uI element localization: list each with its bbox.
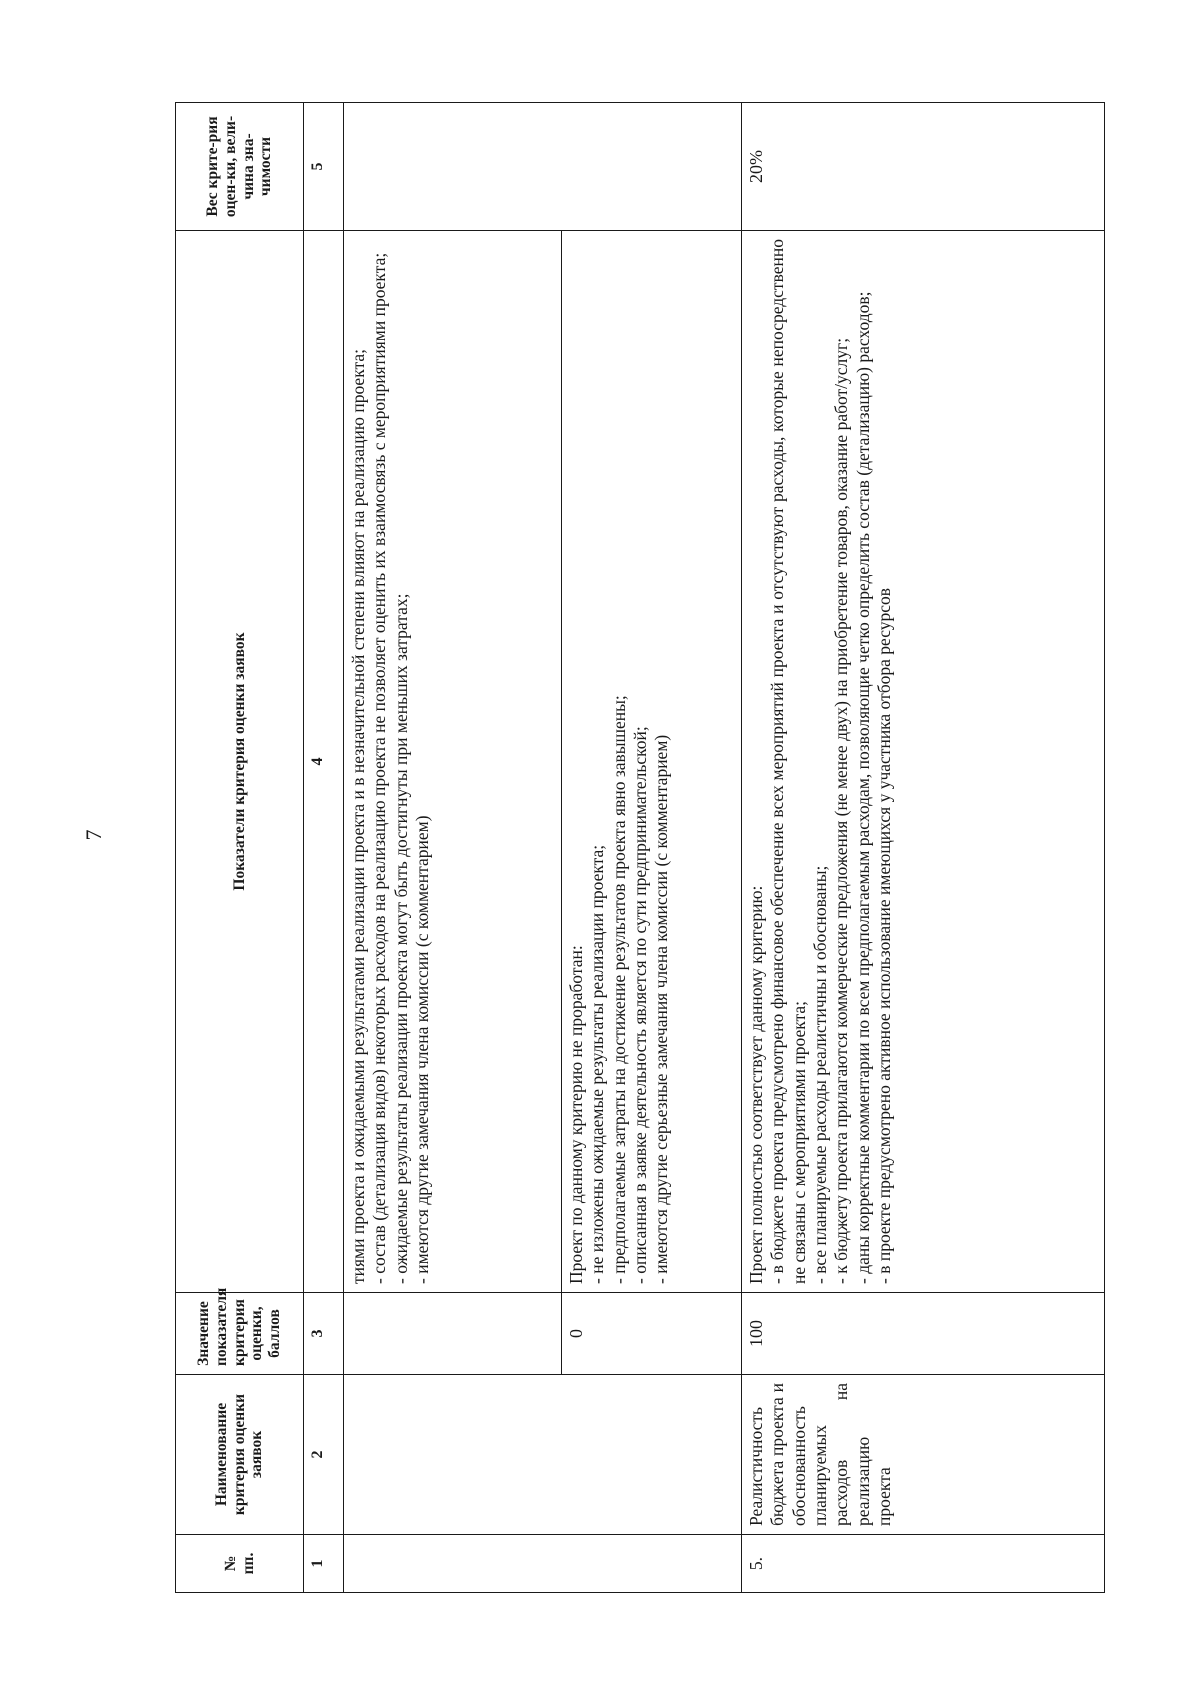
column-number: 1 [304,1535,344,1593]
indicator-line: - все планируемые расходы реалистичны и обоснованы; [810,865,831,1284]
page-number: 7 [81,829,106,841]
column-number-row [304,103,344,1593]
zero-name-cell [562,1375,742,1535]
indicator-line: Проект полностью соответствует данному критерию: [746,885,766,1284]
zero-score-row [562,103,742,1593]
header-name: Наименование критерия оценки заявок [176,1375,304,1535]
column-number: 3 [304,1293,344,1375]
criterion-5-weight: 20% [742,103,1105,231]
indicator-line: - к бюджету проекта прилагаются коммерческие предложения (не менее двух) на приобретение товаров, оказание работ/услуг; [831,337,852,1284]
indicator-line: - имеются другие серьезные замечания члена комиссии (с комментарием) [651,734,672,1284]
zero-weight-cell [562,103,742,231]
zero-num-cell [562,1535,742,1593]
indicator-line: - описанная в заявке деятельность является по сути предпринимательской; [630,726,651,1284]
indicator-line: - в бюджете проекта предусмотрено финансовое обеспечение всех мероприятий проекта и отсутствуют расходы, которые непосредственно не связаны с мероприятиями проекта; [767,239,809,1284]
continuation-indicators [344,231,562,1293]
criterion-5-indicators [742,231,1105,1293]
continuation-row [344,103,562,1593]
header-indicators: Показатели критерия оценки заявок [176,231,304,1293]
criterion-5-num: 5. [742,1535,1105,1593]
criterion-5-score: 100 [742,1293,1105,1375]
rotated-table-frame [175,103,1105,1593]
criterion-5-row [742,103,1105,1593]
indicator-line: - ожидаемые результаты реализации проекта могут быть достигнуты при меньших затратах; [390,593,411,1284]
header-weight: Вес крите-рия оцен-ки, вели-чина зна-чимости [176,103,304,231]
indicator-line: - предполагаемые затраты на достижение результатов проекта явно завышены; [608,695,629,1284]
indicator-line: - даны корректные комментарии по всем предполагаемым расходам, позволяющие четко определить состав (детализацию) расходов; [852,291,873,1284]
criteria-table [175,102,1105,1593]
indicator-line: тиями проекта и ожидаемыми результатами реализации проекта и в незначительной степени влияют на реализацию проекта; [348,349,368,1284]
column-number: 5 [304,103,344,231]
zero-indicators [562,231,742,1293]
header-num: № пп. [176,1535,304,1593]
header-value: Значение показателя критерия оценки, баллов [176,1293,304,1375]
indicator-line: - не изложены ожидаемые результаты реализации проекта; [587,844,608,1284]
zero-score: 0 [562,1293,742,1375]
continuation-weight-cell [344,103,562,231]
indicator-line: - состав (детализация видов) некоторых расходов на реализацию проекта не позволяет оценить их взаимосвязь с мероприятиями проекта; [369,252,390,1284]
continuation-name-cell [344,1375,562,1535]
column-number: 2 [304,1375,344,1535]
continuation-num-cell [344,1535,562,1593]
indicator-line: - в проекте предусмотрено активное использование имеющихся у участника отбора ресурсов [874,587,895,1284]
table-header-row [176,103,304,1593]
indicator-line: - имеются другие замечания члена комиссии (с комментарием) [412,815,433,1284]
continuation-score-cell [344,1293,562,1375]
indicator-line: Проект по данному критерию не проработан: [566,945,586,1284]
column-number: 4 [304,231,344,1293]
criterion-5-name: Реалистичность бюджета проекта и обоснованность планируемых расходов на реализацию проекта [742,1375,1105,1535]
